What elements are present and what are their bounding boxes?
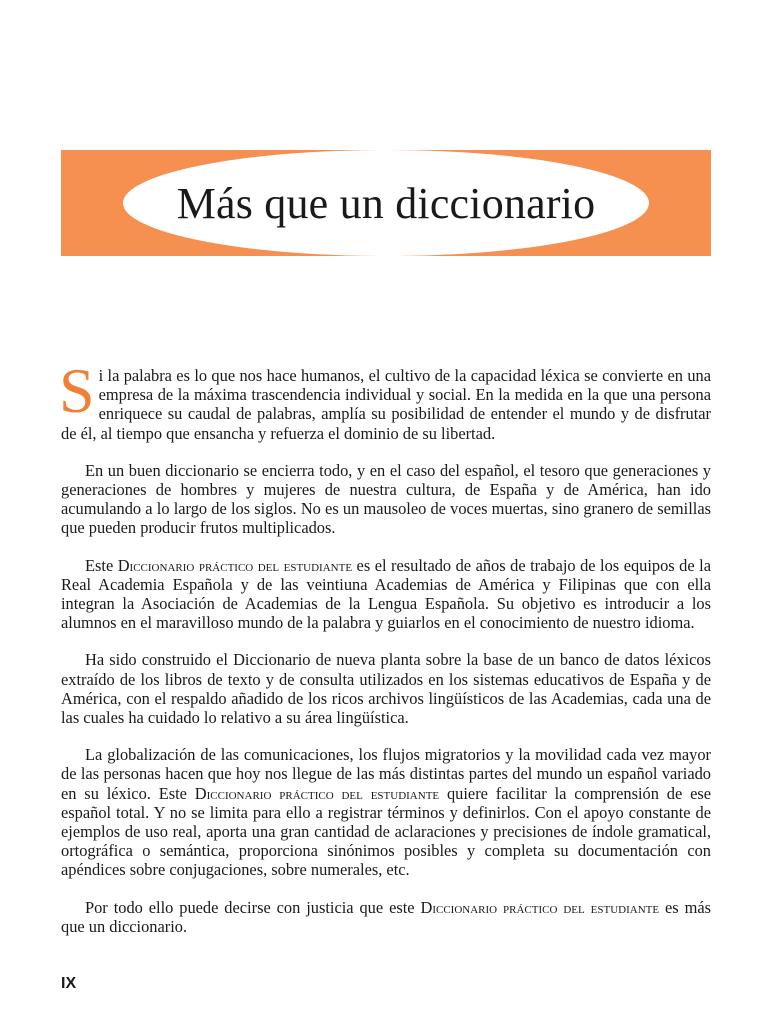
paragraph-3-pre: Este — [85, 555, 118, 575]
paragraph-6-post: es más que un diccionario. — [61, 897, 711, 936]
paragraph-6 — [61, 898, 711, 936]
body-text — [59, 355, 711, 954]
paragraph-3 — [61, 556, 711, 633]
page-title: Más que un diccionario — [176, 178, 596, 228]
paragraph-3-post: es el resultado de años de trabajo de los equipos de la Real Academia Española y de las veintiuna Academias de América y Filipinas que con ella integran la Asociación de Academias de la Lengua Española. Su objetivo es introducir a los alumnos en el maravilloso mundo de la palabra y guiarlos en el conocimiento de nuestro idioma. — [61, 555, 711, 633]
drop-cap: S — [59, 355, 95, 426]
dictionary-name: Diccionario práctico del estudiante — [117, 555, 353, 575]
paragraph-4: Ha sido construido el Diccionario de nueva planta sobre la base de un banco de datos léxicos extraído de los libros de texto y de consulta utilizados en los sistemas educativos de España y de América, con el respaldo añadido de los ricos archivos lingüísticos de las Academias, cada una de las cuales ha cuidado lo relativo a su área lingüística. — [61, 650, 711, 728]
dictionary-name: Diccionario práctico del estudiante — [420, 897, 660, 917]
paragraph-6-pre: Por todo ello puede decirse con justicia que este — [85, 897, 421, 917]
paragraph-5-post: quiere facilitar la comprensión de ese español total. Y no se limita para ello a registrar términos y definirlos. Con el apoyo constante de ejemplos de uso real, aporta una gran cantidad de aclaraciones y precisiones de índole gramatical, ortográfica o semántica, proporciona sinónimos posibles y completa su documentación con apéndices sobre conjugaciones, sobre numerales, etc. — [61, 783, 711, 880]
paragraph-1 — [59, 355, 711, 443]
paragraph-5-pre: La globalización de las comunicaciones, los flujos migratorios y la movilidad cada vez mayor de las personas hacen que hoy nos llegue de las más distintas partes del mundo un español variado en su léxico. Este — [61, 745, 711, 803]
paragraph-2: En un buen diccionario se encierra todo, y en el caso del español, el tesoro que generaciones y generaciones de hombres y mujeres de nuestra cultura, de España y de América, han ido acumulando a lo largo de los siglos. No es un mausoleo de voces muertas, sino granero de semillas que pueden producir frutos multiplicados. — [61, 460, 711, 538]
paragraph-1-text: i la palabra es lo que nos hace humanos, el cultivo de la capacidad léxica se convierte en una empresa de la máxima trascendencia individual y social. En la medida en la que una persona enriquece su caudal de palabras, amplía su posibilidad de entender el mundo y de disfrutar de él, al tiempo que ensancha y refuerza el dominio de su libertad. — [61, 366, 711, 443]
page-number: IX — [61, 975, 77, 992]
dictionary-name: Diccionario práctico del estudiante — [194, 783, 440, 803]
title-oval — [123, 150, 649, 256]
paragraph-5 — [61, 745, 711, 879]
